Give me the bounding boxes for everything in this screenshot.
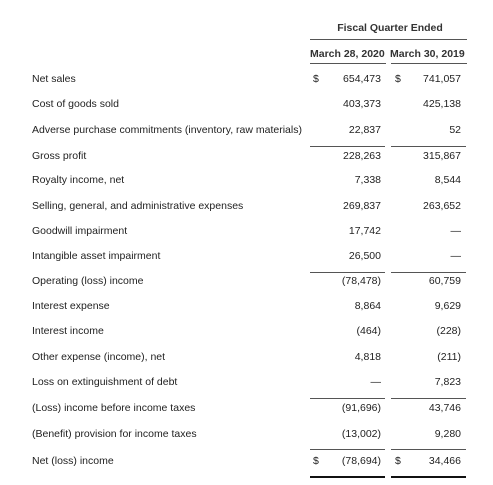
value-2020: 228,263 bbox=[343, 150, 381, 162]
net-income-rule-2019 bbox=[391, 449, 466, 450]
value-2019: 52 bbox=[449, 124, 461, 136]
value-2019: 34,466 bbox=[428, 455, 461, 467]
value-2020: 4,818 bbox=[354, 351, 381, 363]
value-2019: 43,746 bbox=[428, 402, 461, 414]
row-label: Other expense (income), net bbox=[32, 351, 166, 363]
row-label: Operating (loss) income bbox=[32, 275, 144, 287]
row-label: (Loss) income before income taxes bbox=[32, 402, 196, 414]
row-label: Net (loss) income bbox=[32, 455, 114, 467]
value-2020: (13,002) bbox=[341, 428, 381, 440]
gross-profit-rule-2020 bbox=[310, 146, 385, 147]
value-2020: (464) bbox=[356, 325, 381, 337]
dollar-sign-2019: $ bbox=[395, 455, 401, 467]
operating-income-rule-2020 bbox=[310, 272, 385, 273]
value-2019: 9,280 bbox=[434, 428, 461, 440]
row-label: Gross profit bbox=[32, 150, 87, 162]
value-2020: 7,338 bbox=[354, 174, 381, 186]
net-income-rule-2020 bbox=[310, 449, 385, 450]
pretax-income-rule-2019 bbox=[391, 398, 466, 399]
row-label: Royalty income, net bbox=[32, 174, 125, 186]
value-2019: 8,544 bbox=[434, 174, 461, 186]
value-2020: 403,373 bbox=[343, 98, 381, 110]
value-2020: 269,837 bbox=[343, 200, 381, 212]
pretax-income-rule-2020 bbox=[310, 398, 385, 399]
row-label: Adverse purchase commitments (inventory, raw materials) bbox=[32, 124, 302, 136]
row-label: Interest expense bbox=[32, 300, 110, 312]
value-2019: (211) bbox=[437, 351, 461, 363]
value-2020: (78,478) bbox=[341, 275, 381, 287]
fiscal-quarter-header: Fiscal Quarter Ended bbox=[337, 22, 443, 34]
value-2019: 741,057 bbox=[423, 73, 461, 85]
value-2019: — bbox=[450, 225, 461, 237]
row-label: Intangible asset impairment bbox=[32, 250, 161, 262]
dollar-sign-2019: $ bbox=[395, 73, 401, 85]
value-2020: — bbox=[370, 376, 381, 388]
value-2019: — bbox=[450, 250, 461, 262]
value-2020: (91,696) bbox=[341, 402, 381, 414]
value-2019: 315,867 bbox=[423, 150, 461, 162]
row-label: Goodwill impairment bbox=[32, 225, 128, 237]
net-income-double-rule-2020 bbox=[310, 476, 385, 478]
value-2020: 22,837 bbox=[348, 124, 381, 136]
net-income-double-rule-2019 bbox=[391, 476, 466, 478]
row-label: Interest income bbox=[32, 325, 104, 337]
value-2019: 425,138 bbox=[423, 98, 461, 110]
column-header-underline-2020 bbox=[310, 63, 386, 64]
row-label: Cost of goods sold bbox=[32, 98, 119, 110]
column-header-2020: March 28, 2020 bbox=[310, 48, 385, 60]
value-2019: 263,652 bbox=[423, 200, 461, 212]
column-header-underline-2019 bbox=[391, 63, 467, 64]
value-2020: 17,742 bbox=[348, 225, 381, 237]
value-2019: 60,759 bbox=[428, 275, 461, 287]
dollar-sign-2020: $ bbox=[313, 73, 319, 85]
operating-income-rule-2019 bbox=[391, 272, 466, 273]
value-2020: 8,864 bbox=[354, 300, 381, 312]
dollar-sign-2020: $ bbox=[313, 455, 319, 467]
header-divider bbox=[310, 39, 467, 40]
row-label: Net sales bbox=[32, 73, 76, 85]
row-label: Selling, general, and administrative expenses bbox=[32, 200, 244, 212]
value-2020: (78,694) bbox=[341, 455, 381, 467]
gross-profit-rule-2019 bbox=[391, 146, 466, 147]
value-2020: 26,500 bbox=[348, 250, 381, 262]
value-2019: (228) bbox=[436, 325, 461, 337]
value-2019: 7,823 bbox=[434, 376, 461, 388]
row-label: (Benefit) provision for income taxes bbox=[32, 428, 197, 440]
value-2019: 9,629 bbox=[434, 300, 461, 312]
value-2020: 654,473 bbox=[343, 73, 381, 85]
row-label: Loss on extinguishment of debt bbox=[32, 376, 178, 388]
column-header-2019: March 30, 2019 bbox=[390, 48, 465, 60]
